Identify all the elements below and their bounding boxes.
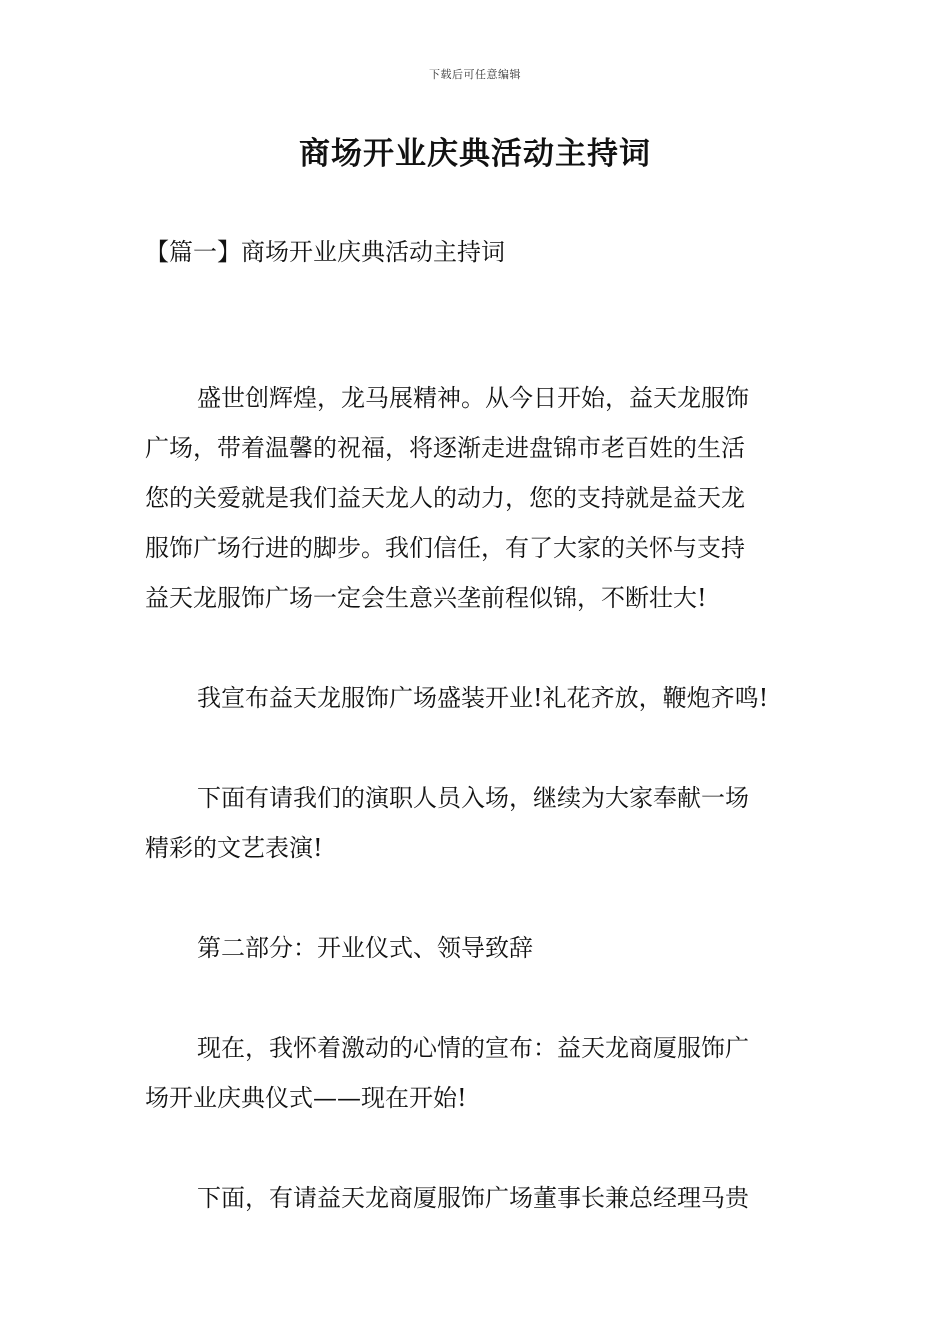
paragraph-line: 盛世创辉煌，龙马展精神。从今日开始，益天龙服饰 [197,384,749,412]
paragraph-line: 下面有请我们的演职人员入场，继续为大家奉献一场 [197,784,749,812]
paragraph-line: 下面，有请益天龙商厦服饰广场董事长兼总经理马贵 [197,1184,749,1212]
paragraph-line: 现在，我怀着激动的心情的宣布：益天龙商厦服饰广 [197,1034,749,1062]
paragraph-line: 您的关爱就是我们益天龙人的动力，您的支持就是益天龙 [145,484,745,512]
section-heading: 【篇一】商场开业庆典活动主持词 [145,238,505,266]
document-title: 商场开业庆典活动主持词 [299,136,651,172]
paragraph-line: 我宣布益天龙服饰广场盛装开业!礼花齐放，鞭炮齐鸣! [197,684,769,712]
paragraph-line: 精彩的文艺表演! [145,834,323,862]
paragraph-performance [145,773,805,873]
paragraph-line: 服饰广场行进的脚步。我们信任，有了大家的关怀与支持 [145,534,745,562]
header-note: 下载后可任意编辑 [429,68,521,81]
paragraph-line: 广场，带着温馨的祝福，将逐渐走进盘锦市老百姓的生活 [145,434,745,462]
paragraph-invitation [145,1173,805,1223]
paragraph-part-two [145,923,805,973]
paragraph-announcement [145,673,805,723]
paragraph-line: 益天龙服饰广场一定会生意兴垄前程似锦，不断壮大! [145,584,707,612]
paragraph-ceremony-start [145,1023,805,1123]
paragraph-opening [145,373,805,623]
paragraph-line: 场开业庆典仪式——现在开始! [145,1084,467,1112]
paragraph-line: 第二部分：开业仪式、领导致辞 [197,934,533,962]
